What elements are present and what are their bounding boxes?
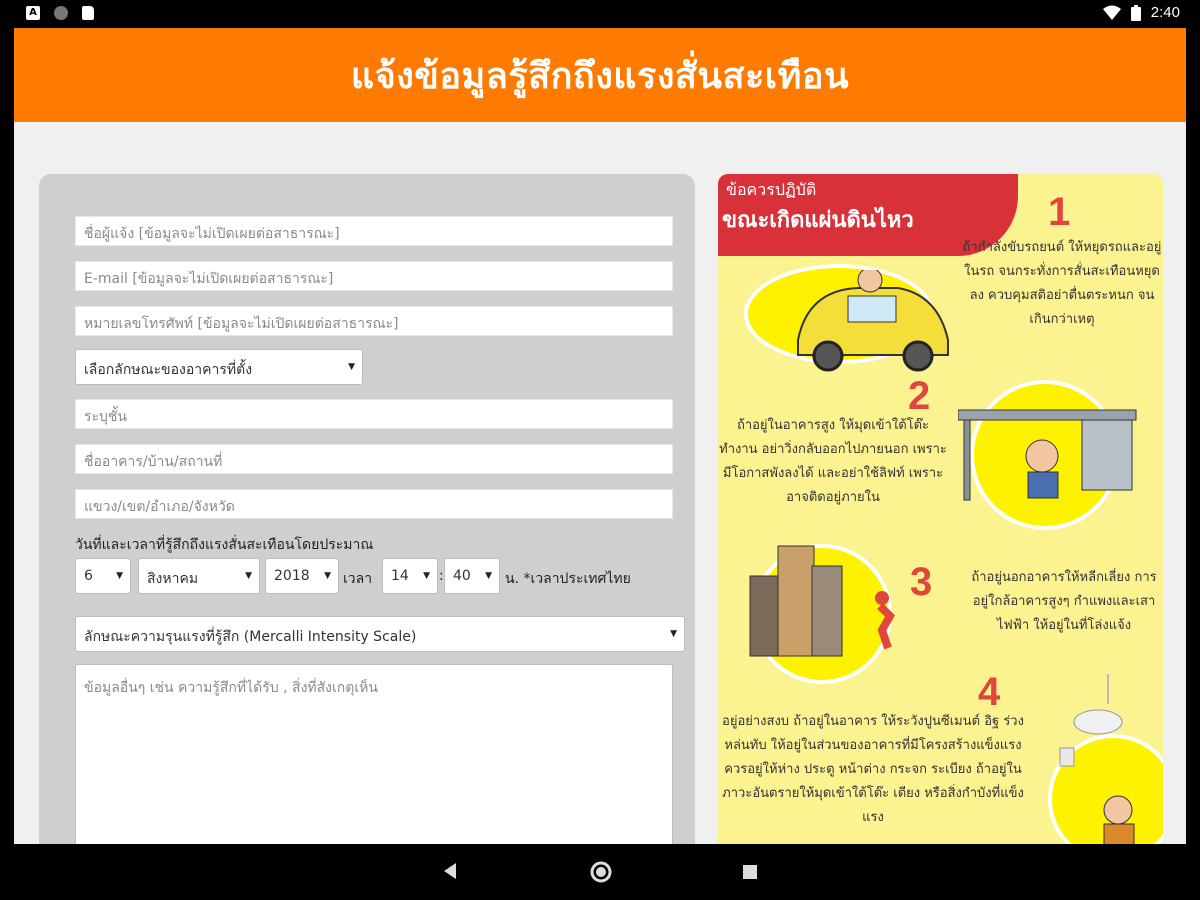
chevron-down-icon: ▼ (348, 362, 355, 372)
car-illustration-icon (778, 270, 958, 380)
day-value: 6 (84, 568, 93, 584)
page-header (14, 28, 1186, 122)
timezone-note: น. *เวลาประเทศไทย (505, 571, 631, 587)
chevron-down-icon: ▼ (670, 629, 677, 639)
buildings-illustration-icon (740, 536, 900, 666)
minute-value: 40 (453, 568, 471, 584)
time-label: เวลา (343, 571, 373, 587)
hour-select[interactable] (382, 558, 438, 594)
district-input[interactable]: แขวง/เขต/อำเภอ/จังหวัด (75, 489, 673, 519)
email-input[interactable]: E-mail [ข้อมูลจะไม่เปิดเผยต่อสาธารณะ] (75, 261, 673, 291)
tip-text: ถ้าอยู่ในอาคารสูง ให้มุดเข้าใต้โต๊ะทำงาน อย่าวิ่งกลับออกไปภายนอก เพราะมีโอกาสพังลงได้ และอย่าใช้ลิฟท์ เพราะอาจติดอยู่ภายใน (719, 418, 947, 505)
tip-number: 4 (978, 670, 1001, 714)
sd-card-icon (82, 6, 94, 20)
wifi-icon (1103, 5, 1121, 21)
tip-number: 3 (910, 560, 933, 604)
app-window (14, 28, 1186, 844)
chevron-down-icon: ▼ (423, 571, 430, 581)
tip-number: 2 (908, 374, 931, 418)
building-type-select[interactable] (75, 349, 363, 385)
day-select[interactable] (75, 558, 131, 594)
app-a-icon: A (26, 6, 40, 20)
clock: 2:40 (1150, 4, 1180, 21)
navigation-bar (0, 844, 1200, 900)
minute-select[interactable] (444, 558, 500, 594)
tip-text: ถ้าอยู่นอกอาคารให้หลีกเลี่ยง การอยู่ใกล้อาคารสูงๆ กำแพงและเสาไฟฟ้า ให้อยู่ในที่โล่งแจ้ง (971, 570, 1157, 633)
hour-value: 14 (391, 568, 409, 584)
falling-debris-illustration-icon (1038, 674, 1158, 844)
intensity-select[interactable] (75, 616, 685, 652)
datetime-label: วันที่และเวลาที่รู้สึกถึงแรงสั่นสะเทือนโดยประมาณ (75, 537, 374, 553)
circle-icon (54, 6, 68, 20)
banner-subtitle: ข้อควรปฏิบัติ (726, 180, 817, 199)
home-icon[interactable] (590, 861, 612, 883)
tip-text: ถ้ากำลังขับรถยนต์ ให้หยุดรถและอยู่ในรถ จนกระทั่งการสั่นสะเทือนหยุดลง ควบคุมสติอย่าตื่นตระหนก จนเกินกว่าเหตุ (962, 240, 1162, 327)
chevron-down-icon: ▼ (116, 571, 123, 581)
battery-icon (1131, 5, 1141, 21)
back-icon[interactable] (442, 862, 458, 880)
intensity-value: ลักษณะความรุนแรงที่รู้สึก (Mercalli Intensity Scale) (84, 629, 417, 645)
chevron-down-icon: ▼ (485, 571, 492, 581)
month-select[interactable] (138, 558, 260, 594)
tip-text: อยู่อย่างสงบ ถ้าอยู่ในอาคาร ให้ระวังปูนซีเมนต์ อิฐ ร่วงหล่นทับ ให้อยู่ในส่วนของอาคารที่มีโครงสร้างแข็งแรง ควรอยู่ให้ห่าง ประตู หน้าต่าง กระจก ระเบียง ถ้าอยู่ในภาวะอันตรายให้มุดเข้าใต้โต๊ะ เตียง หรือสิ่งกำบังที่แข็งแรง (722, 714, 1024, 825)
building-type-value: เลือกลักษณะของอาคารที่ตั้ง (84, 362, 253, 378)
status-bar (0, 0, 1200, 28)
name-input[interactable]: ชื่อผู้แจ้ง [ข้อมูลจะไม่เปิดเผยต่อสาธารณะ] (75, 216, 673, 246)
phone-input[interactable]: หมายเลขโทรศัพท์ [ข้อมูลจะไม่เปิดเผยต่อสาธารณะ] (75, 306, 673, 336)
place-name-input[interactable]: ชื่ออาคาร/บ้าน/สถานที่ (75, 444, 673, 474)
banner-title: ขณะเกิดแผ่นดินไหว (722, 208, 914, 233)
earthquake-tips-panel (718, 174, 1163, 844)
month-value: สิงหาคม (147, 571, 199, 587)
chevron-down-icon: ▼ (245, 571, 252, 581)
floor-input[interactable]: ระบุชั้น (75, 399, 673, 429)
details-textarea[interactable]: ข้อมูลอื่นๆ เช่น ความรู้สึกที่ได้รับ , สิ่งที่สังเกตุเห็น (75, 664, 673, 844)
year-select[interactable] (265, 558, 339, 594)
page-title: แจ้งข้อมูลรู้สึกถึงแรงสั่นสะเทือน (350, 55, 850, 97)
tip-number: 1 (1048, 190, 1071, 234)
time-colon: : (439, 568, 444, 584)
chevron-down-icon: ▼ (324, 571, 331, 581)
report-form (39, 174, 695, 844)
recents-icon[interactable] (742, 864, 758, 880)
desk-illustration-icon (958, 406, 1138, 506)
year-value: 2018 (274, 568, 310, 584)
